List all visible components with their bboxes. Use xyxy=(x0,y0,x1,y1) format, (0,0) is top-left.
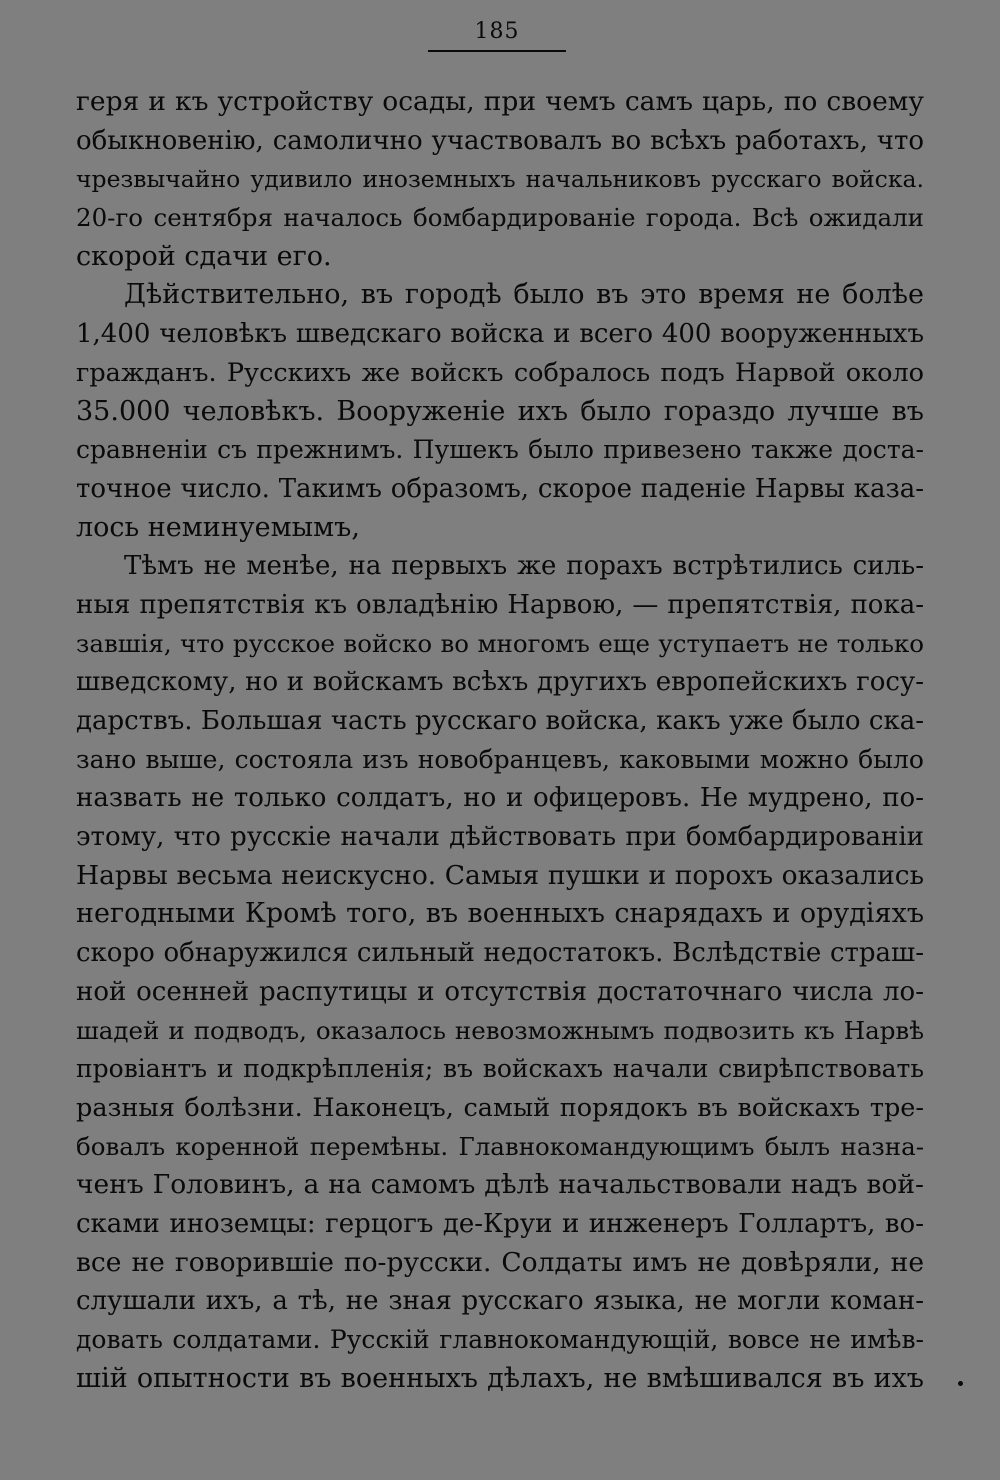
text-line: ной осенней распутицы и отсутствія достаточнаго числа ло- xyxy=(76,976,924,1007)
paragraph xyxy=(76,547,924,1398)
text-line: гражданъ. Русскихъ же войскъ собралось подъ Нарвой около xyxy=(76,357,924,388)
text-line: ныя препятствія къ овладѣнію Нарвою, — препятствія, пока- xyxy=(76,589,924,620)
text-line: Нарвы весьма неискусно. Самыя пушки и порохъ оказались xyxy=(76,859,924,891)
paragraph xyxy=(76,83,924,276)
text-line: разныя болѣзни. Наконецъ, самый порядокъ въ войскахъ тре- xyxy=(76,1092,924,1123)
text-line: все не говорившіе по-русски. Солдаты имъ не довѣряли, не xyxy=(76,1246,924,1278)
text-line: этому, что русскіе начали дѣйствовать при бомбардированіи xyxy=(76,822,924,853)
text-line: 1,400 человѣкъ шведскаго войска и всего 400 вооруженныхъ xyxy=(76,319,924,350)
text-line: провіантъ и подкрѣпленія; въ войскахъ начали свирѣпствовать xyxy=(76,1054,924,1084)
text-line: лось неминуемымъ, xyxy=(76,511,360,543)
text-line: шведскому, но и войскамъ всѣхъ другихъ европейскихъ госу- xyxy=(76,667,924,698)
text-line: назвать не только солдатъ, но и офицеровъ. Не мудрено, по- xyxy=(76,783,924,814)
text-line: 35.000 человѣкъ. Вооруженіе ихъ было гораздо лучше въ xyxy=(76,395,924,427)
text-line: слушали ихъ, а тѣ, не зная русскаго языка, не могли коман- xyxy=(76,1286,924,1317)
text-line: сравненіи съ прежнимъ. Пушекъ было привезено также доста- xyxy=(76,435,924,465)
body-text xyxy=(76,83,924,1398)
text-line: Тѣмъ не менѣе, на первыхъ же порахъ встрѣтились силь- xyxy=(124,551,924,582)
text-line: скоро обнаружился сильный недостатокъ. Вслѣдствіе страш- xyxy=(76,938,924,969)
text-line: 20-го сентября началось бомбардированіе города. Всѣ ожидали xyxy=(76,203,924,233)
text-line: обыкновенію, самолично участвовалъ во всѣхъ работахъ, что xyxy=(76,125,924,156)
text-line: завшія, что русское войско во многомъ еще уступаетъ не только xyxy=(76,628,924,658)
text-line: Дѣйствительно, въ городѣ было въ это время не болѣе xyxy=(124,279,924,311)
text-line: чрезвычайно удивило иноземныхъ начальниковъ русскаго войска. xyxy=(76,165,924,194)
text-line: дарствъ. Большая часть русскаго войска, какъ уже было ска- xyxy=(76,706,924,736)
text-line: геря и къ устройству осады, при чемъ самъ царь, по своему xyxy=(76,86,924,117)
text-line: сками иноземцы: герцогъ де-Круи и инженеръ Голлартъ, во- xyxy=(76,1208,924,1239)
text-line: скорой сдачи его. xyxy=(76,240,332,272)
text-line: шадей и подводъ, оказалось невозможнымъ подвозить къ Нарвѣ xyxy=(76,1015,924,1045)
text-line: точное число. Такимъ образомъ, скорое паденіе Нарвы каза- xyxy=(76,473,924,504)
text-line: бовалъ коренной перемѣны. Главнокомандующимъ былъ назна- xyxy=(76,1131,924,1161)
text-line: ченъ Головинъ, а на самомъ дѣлѣ начальствовали надъ вой- xyxy=(76,1169,924,1201)
text-line: негодными Кромѣ того, въ военныхъ снарядахъ и орудіяхъ xyxy=(76,898,924,930)
ink-speck xyxy=(958,1381,963,1386)
text-line: зано выше, состояла изъ новобранцевъ, каковыми можно было xyxy=(76,744,924,774)
paragraph xyxy=(76,276,924,547)
text-line: шій опытности въ военныхъ дѣлахъ, не вмѣшивался въ ихъ xyxy=(76,1362,924,1394)
page-number: 185 xyxy=(474,19,520,44)
text-line: довать солдатами. Русскій главнокомандующій, вовсе не имѣв- xyxy=(76,1325,924,1354)
page-number-rule xyxy=(428,50,566,52)
